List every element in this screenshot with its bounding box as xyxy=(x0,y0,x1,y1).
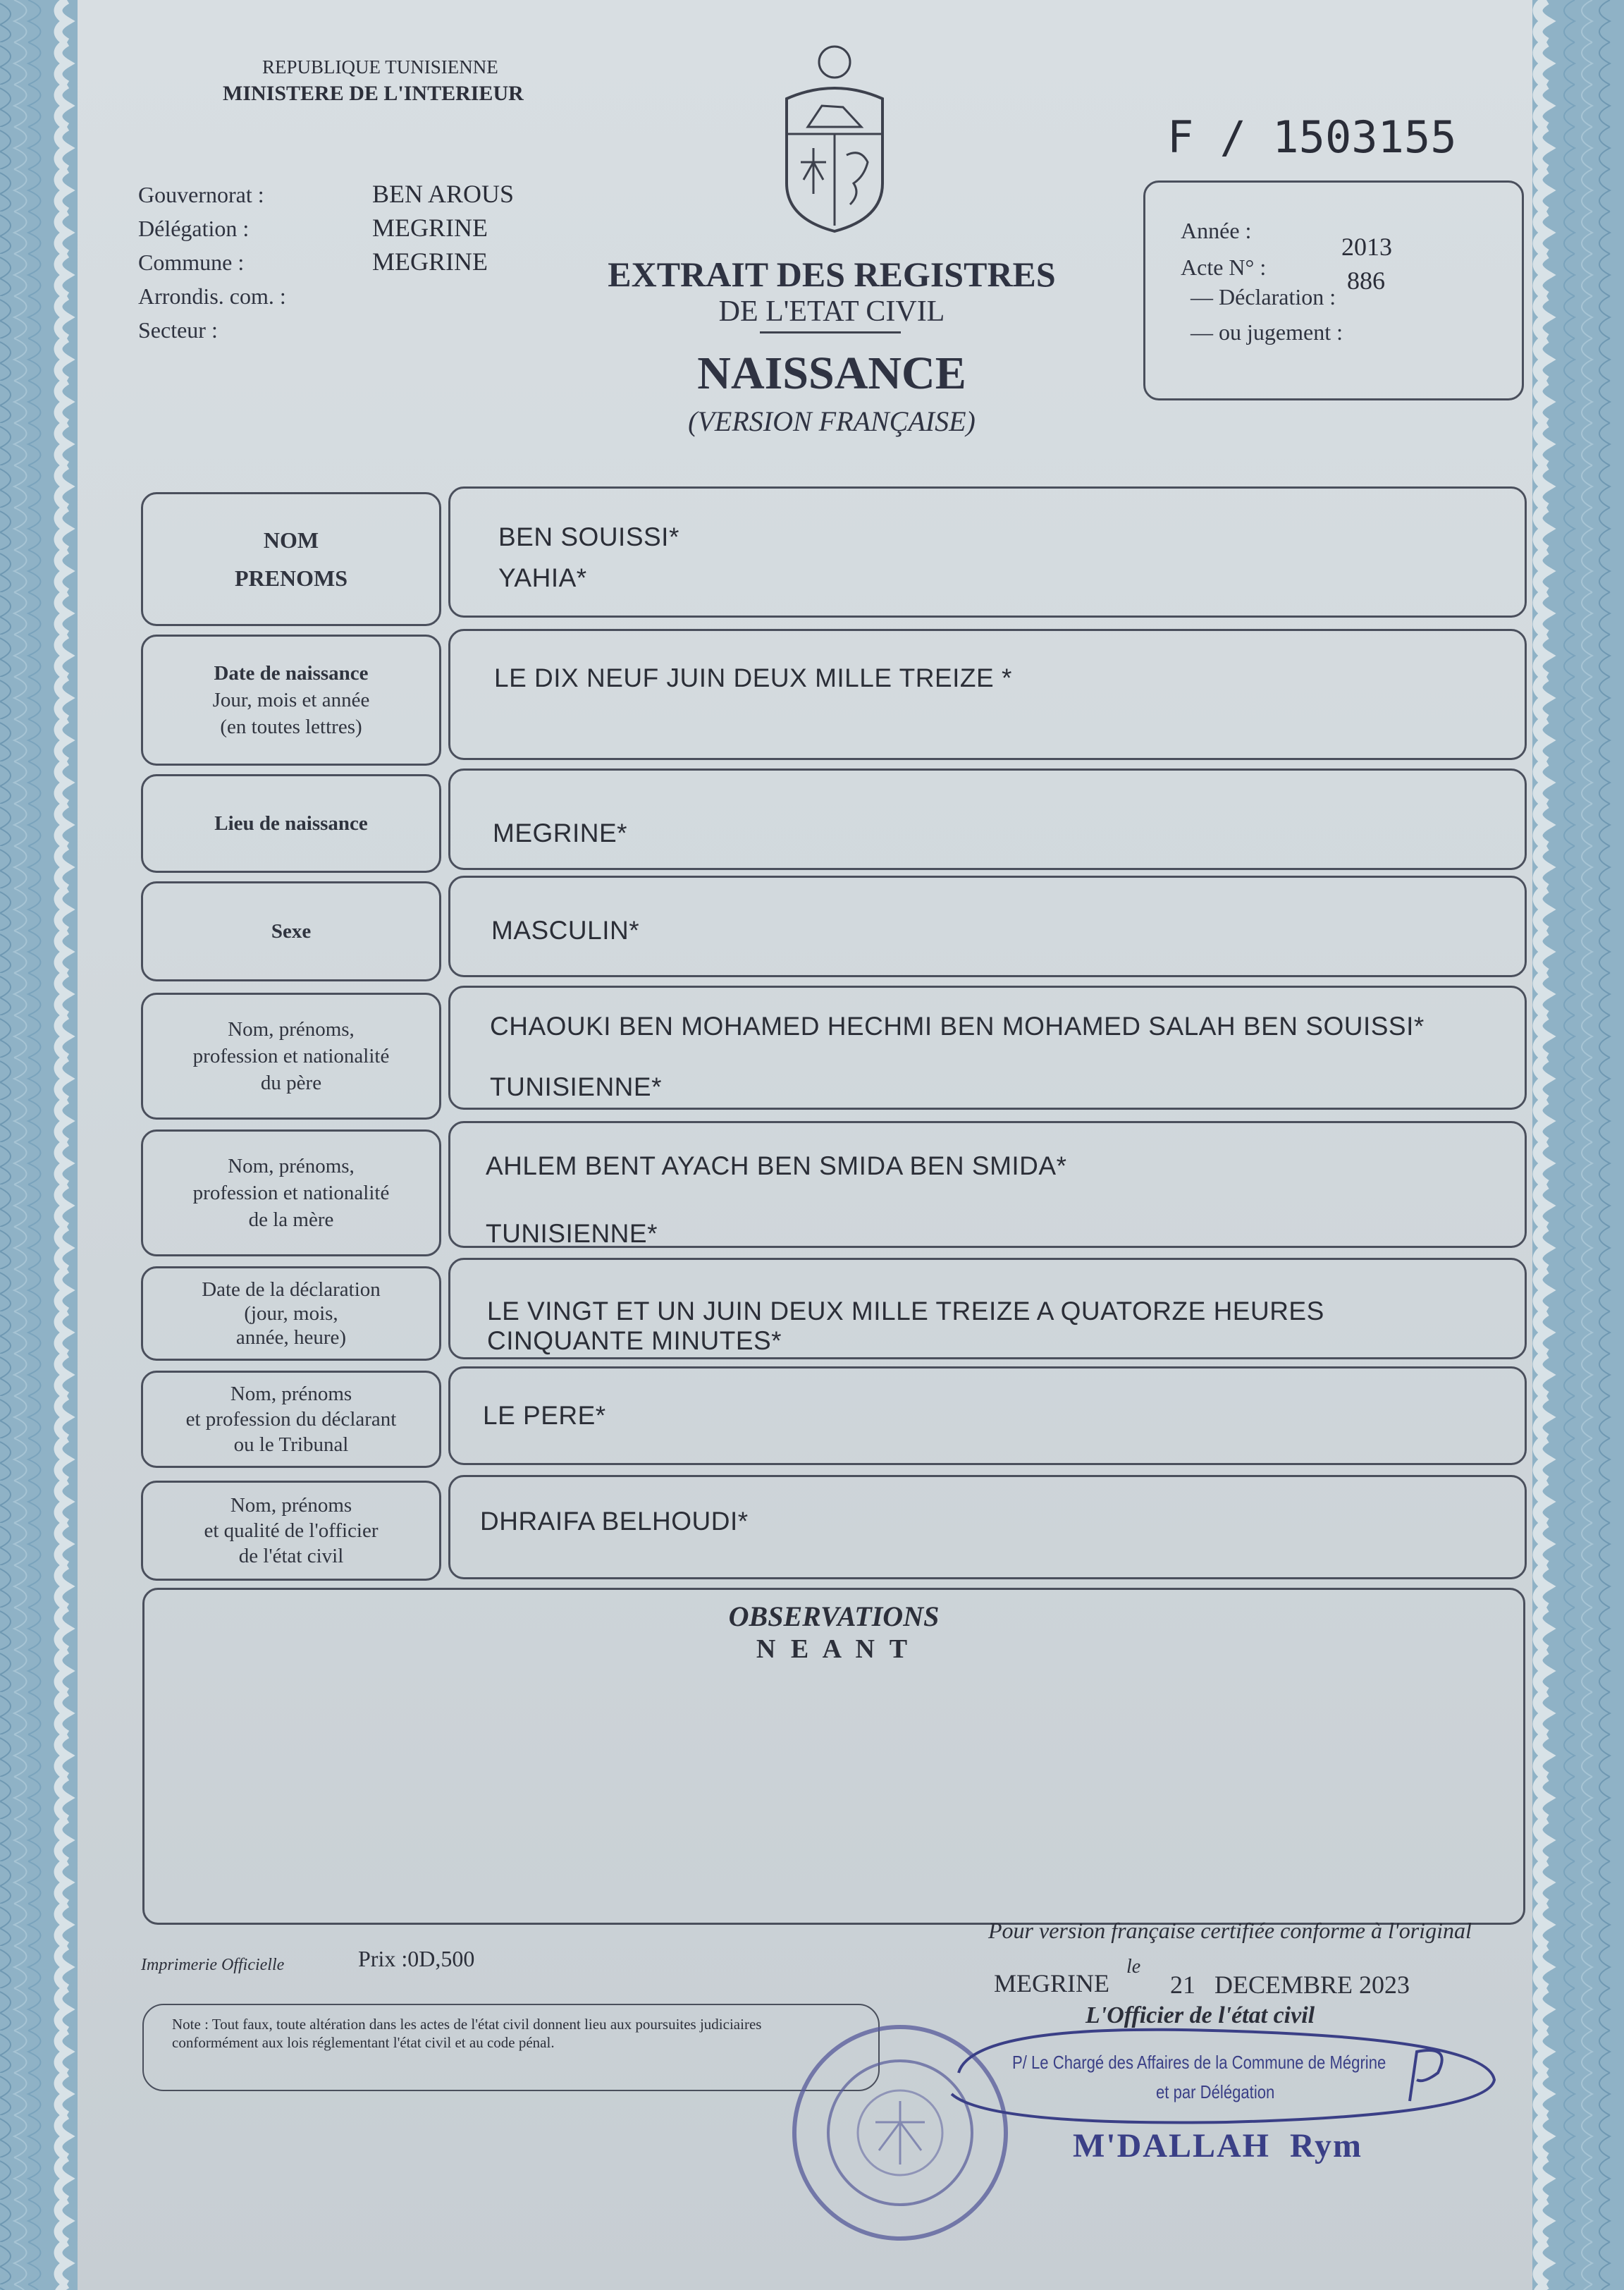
label-declarant xyxy=(141,1371,441,1468)
commune-value: MEGRINE xyxy=(372,247,488,276)
label-line: du père xyxy=(260,1072,322,1094)
label-pere xyxy=(141,993,441,1120)
label-line: Nom, prénoms xyxy=(230,1383,352,1405)
location-label: Secteur : xyxy=(138,317,218,343)
label-line: ou le Tribunal xyxy=(233,1433,349,1456)
observations-value: N E A N T xyxy=(756,1634,912,1664)
location-label: Arrondis. com. : xyxy=(138,283,286,309)
value-nom: BEN SOUISSI* xyxy=(498,522,679,551)
right-decorative-border xyxy=(1532,0,1624,2290)
title-divider xyxy=(760,331,901,333)
stamp-line-1: P/ Le Chargé des Affaires de la Commune de Mégrine xyxy=(1012,2052,1386,2073)
certified-text: Pour version française certifiée conforme à l'original xyxy=(988,1918,1472,1943)
issue-le: le xyxy=(1126,1956,1141,1978)
value-line: MEGRINE* xyxy=(493,819,628,847)
label-line: de la mère xyxy=(248,1208,334,1231)
value-lieu-naissance xyxy=(448,769,1527,870)
label-line: et qualité de l'officier xyxy=(204,1519,379,1542)
value-date-declaration xyxy=(448,1258,1527,1359)
gouvernorat-value: BEN AROUS xyxy=(372,180,515,208)
title-etat-civil: DE L'ETAT CIVIL xyxy=(718,295,945,328)
value-sexe xyxy=(448,876,1527,977)
value-officier xyxy=(448,1475,1527,1579)
jugement-label: — ou jugement : xyxy=(1191,319,1343,345)
stamp-line-2: et par Délégation xyxy=(1156,2081,1275,2102)
location-label: Gouvernorat : xyxy=(138,182,264,207)
title-naissance: NAISSANCE xyxy=(697,348,966,399)
label-nom-prenoms xyxy=(141,492,441,626)
annee-value: 2013 xyxy=(1341,233,1392,261)
value-declarant xyxy=(448,1366,1527,1465)
label-line: Nom, prénoms, xyxy=(228,1018,355,1041)
label-line: profession et nationalité xyxy=(192,1045,390,1067)
observations-box xyxy=(142,1588,1525,1925)
label-line: Sexe xyxy=(271,920,312,943)
serial-number: F / 1503155 xyxy=(1167,111,1457,163)
location-label: Commune : xyxy=(138,250,245,275)
label-line: Nom, prénoms xyxy=(230,1494,352,1517)
acte-box xyxy=(1143,180,1524,400)
delegation-value: MEGRINE xyxy=(372,214,488,242)
signatory-name: M'DALLAH Rym xyxy=(1073,2127,1362,2165)
label-date-naissance xyxy=(141,635,441,766)
label-line: de l'état civil xyxy=(238,1545,344,1567)
value-line: LE DIX NEUF JUIN DEUX MILLE TREIZE * xyxy=(494,663,1012,692)
value-line: AHLEM BENT AYACH BEN SMIDA BEN SMIDA* xyxy=(486,1151,1067,1180)
officer-title: L'Officier de l'état civil xyxy=(1085,2002,1315,2028)
label-line: et profession du déclarant xyxy=(185,1408,397,1431)
label-lieu-naissance xyxy=(141,774,441,873)
value-line: TUNISIENNE* xyxy=(486,1219,658,1248)
title-extrait: EXTRAIT DES REGISTRES xyxy=(608,255,1056,294)
title-version: (VERSION FRANÇAISE) xyxy=(688,405,976,437)
value-line: DHRAIFA BELHOUDI* xyxy=(480,1507,749,1536)
acte-label: Acte N° : xyxy=(1181,255,1267,280)
annee-label: Année : xyxy=(1181,218,1252,243)
label-line: année, heure) xyxy=(235,1326,347,1349)
ministry-heading: MINISTERE DE L'INTERIEUR xyxy=(223,82,524,105)
label-line: PRENOMS xyxy=(235,565,347,591)
value-mere xyxy=(448,1121,1527,1248)
value-line: LE VINGT ET UN JUIN DEUX MILLE TREIZE A QUATORZE HEURES xyxy=(487,1297,1324,1325)
observations-title: OBSERVATIONS xyxy=(728,1600,940,1632)
label-line: Date de naissance xyxy=(214,662,369,685)
value-line: TUNISIENNE* xyxy=(490,1072,662,1101)
label-line: (jour, mois, xyxy=(244,1302,338,1325)
issue-date: 21 DECEMBRE 2023 xyxy=(1170,1971,1410,1999)
label-line: NOM xyxy=(263,527,319,553)
value-line: CHAOUKI BEN MOHAMED HECHMI BEN MOHAMED SALAH BEN SOUISSI* xyxy=(490,1012,1425,1041)
label-date-declaration xyxy=(141,1266,441,1361)
legal-note-text: Note : Tout faux, toute altération dans les actes de l'état civil donnent lieu aux poursuites judiciaires conformément aux lois réglementant l'état civil et au code pénal. xyxy=(172,2016,762,2051)
price-label: Prix :0D,500 xyxy=(358,1946,475,1971)
label-line: profession et nationalité xyxy=(192,1182,390,1204)
republic-heading: REPUBLIQUE TUNISIENNE xyxy=(262,56,498,78)
declaration-label: — Déclaration : xyxy=(1191,284,1336,310)
value-line: LE PERE* xyxy=(483,1401,606,1430)
location-label: Délégation : xyxy=(138,216,250,241)
label-line: Date de la déclaration xyxy=(202,1278,381,1301)
value-prenoms: YAHIA* xyxy=(498,563,587,592)
label-line: Nom, prénoms, xyxy=(228,1155,355,1177)
value-line: MASCULIN* xyxy=(491,916,640,945)
legal-note-box xyxy=(142,2004,880,2091)
label-line: (en toutes lettres) xyxy=(220,716,362,738)
label-sexe xyxy=(141,881,441,981)
left-decorative-border xyxy=(0,0,78,2290)
label-mere xyxy=(141,1129,441,1256)
printer-label: Imprimerie Officielle xyxy=(141,1956,285,1974)
coat-of-arms-emblem xyxy=(773,42,897,240)
value-line: CINQUANTE MINUTES* xyxy=(487,1326,782,1355)
value-nom-prenoms xyxy=(448,486,1527,618)
value-date-naissance xyxy=(448,629,1527,760)
label-line: Lieu de naissance xyxy=(214,812,368,835)
acte-number: 886 xyxy=(1347,267,1385,295)
label-officier xyxy=(141,1481,441,1581)
label-line: Jour, mois et année xyxy=(212,689,370,711)
value-pere xyxy=(448,986,1527,1110)
issue-place: MEGRINE xyxy=(994,1969,1109,1997)
